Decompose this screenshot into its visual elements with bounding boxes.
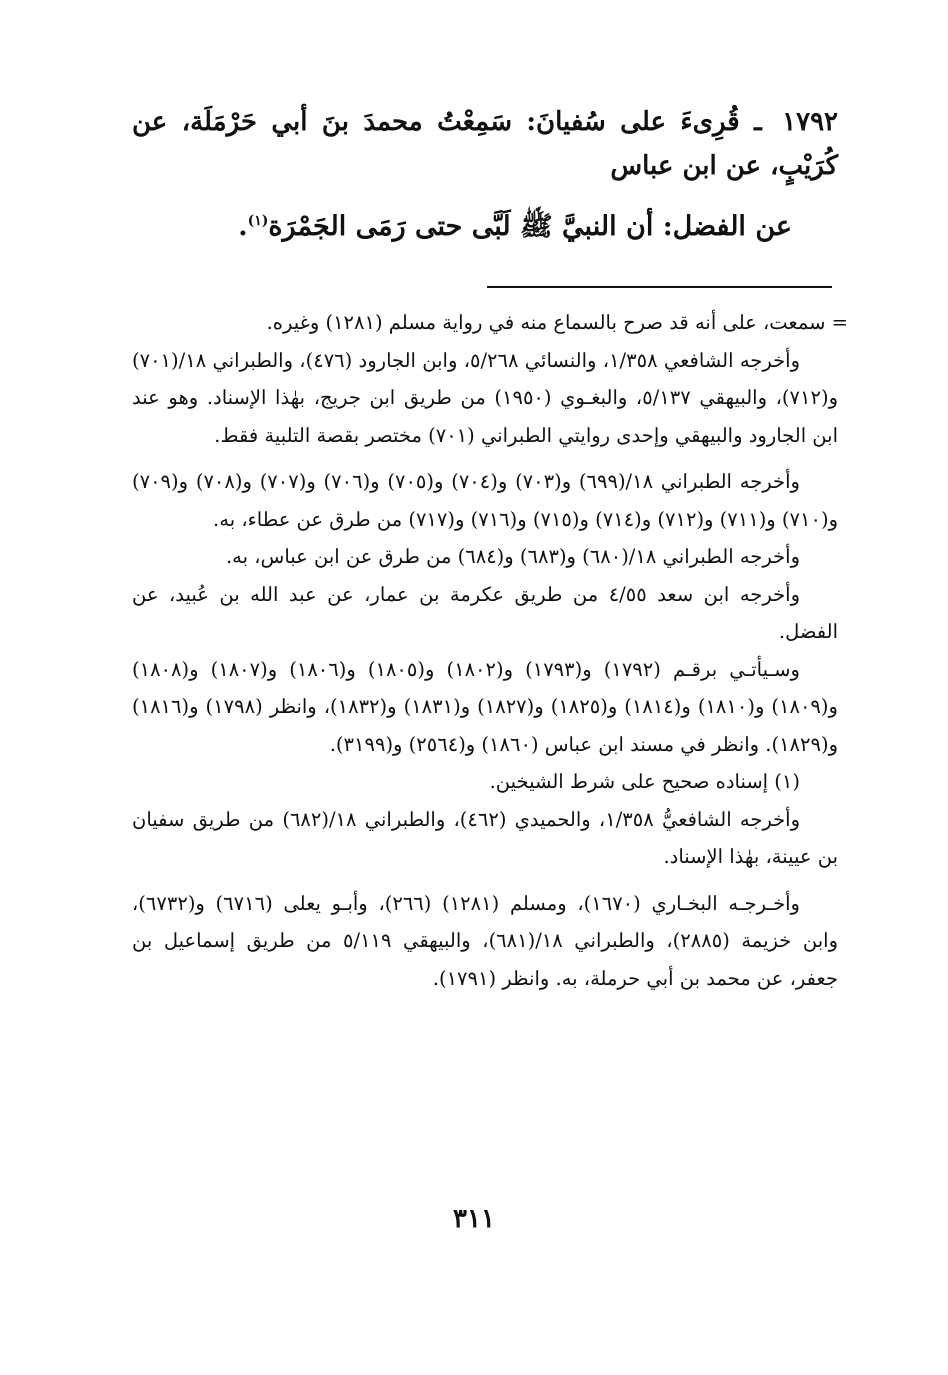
footnote-paragraph: وأخرجه الشافعي ١/٣٥٨، والنسائي ٥/٢٦٨، وابن الجارود (٤٧٦)، والطبراني ١٨/(٧٠١) و(٧١٢)، والبيهقي ٥/١٣٧، والبغـوي (١٩٥٠) من طريق ابن جريج، بهٰذا الإسناد. وهو عند ابن الجارود والبيهقي وإحدى روايتي الطبراني (٧٠١) مختصر بقصة التلبية فقط. bbox=[132, 348, 838, 447]
footnote-separator bbox=[487, 286, 832, 288]
hadith-matn bbox=[132, 198, 838, 250]
footnotes bbox=[132, 304, 848, 997]
footnote-paragraph: وأخرجه الطبراني ١٨/(٦٨٠) و(٦٨٣) و(٦٨٤) من طرق عن ابن عباس، به. bbox=[225, 545, 800, 568]
footnote-paragraph: وأخرجه الطبراني ١٨/(٦٩٩) و(٧٠٣) و(٧٠٤) و(٧٠٥) و(٧٠٦) و(٧٠٧) و(٧٠٨) و(٧٠٩) و(٧١٠) و(٧١١) و(٧١٢) و(٧١٤) و(٧١٥) و(٧١٦) و(٧١٧) من طرق عن عطاء، به. bbox=[132, 470, 838, 531]
page-number: ٣١١ bbox=[453, 1204, 495, 1234]
hadith-isnad bbox=[132, 100, 838, 188]
footnote-continuation: = سمعت، على أنه قد صرح بالسماع منه في رواية مسلم (١٢٨١) وغيره. bbox=[266, 311, 848, 334]
footnote-paragraph: وأخرجه الشافعيُّ ١/٣٥٨، والحميدي (٤٦٢)، والطبراني ١٨/(٦٨٢) من طريق سفيان بن عيينة، بهٰذا الإسناد. bbox=[132, 807, 838, 868]
footnote-marker: (١) bbox=[247, 213, 269, 229]
hadith-number: ١٧٩٢ bbox=[782, 107, 838, 137]
footnote-paragraph: وأخرجه ابن سعد ٤/٥٥ من طريق عكرمة بن عمار، عن عبد الله بن عُبيد، عن الفضل. bbox=[132, 582, 838, 643]
footnote-paragraph: وأخـرجـه البخـاري (١٦٧٠)، ومسلم (١٢٨١) (٢٦٦)، وأبـو يعلى (٦٧١٦) و(٦٧٣٢)، وابن خزيمة (٢٨٨٥)، والطبراني ١٨/(٦٨١)، والبيهقي ٥/١١٩ من طريق إسماعيل بن جعفر، عن محمد بن أبي حرملة، به. وانظر (١٧٩١). bbox=[132, 891, 838, 990]
footnote-paragraph: وسـيأتـي برقـم (١٧٩٢) و(١٧٩٣) و(١٨٠٢) و(١٨٠٥) و(١٨٠٦) و(١٨٠٧) و(١٨٠٨) و(١٨٠٩) و(١٨١٠) و(١٨١٤) و(١٨٢٥) و(١٨٢٧) و(١٨٣١) و(١٨٣٢)، وانظر (١٧٩٨) و(١٨١٦) و(١٨٢٩). وانظر في مسند ابن عباس (١٨٦٠) و(٢٥٦٤) و(٣١٩٩). bbox=[132, 657, 838, 756]
page-content bbox=[132, 100, 848, 997]
hadith-isnad-text: ـ قُرِىءَ على سُفيانَ: سَمِعْتُ محمدَ بنَ أبي حَرْمَلَة، عن كُرَيْبٍ، عن ابن عباس bbox=[132, 107, 838, 181]
footnote-1: (١) إسناده صحيح على شرط الشيخين. bbox=[489, 770, 800, 793]
hadith-matn-text: عن الفضل: أن النبيَّ ﷺ لَبَّى حتى رَمَى الجَمْرَة bbox=[268, 211, 792, 242]
hadith-matn-end: . bbox=[238, 211, 248, 242]
